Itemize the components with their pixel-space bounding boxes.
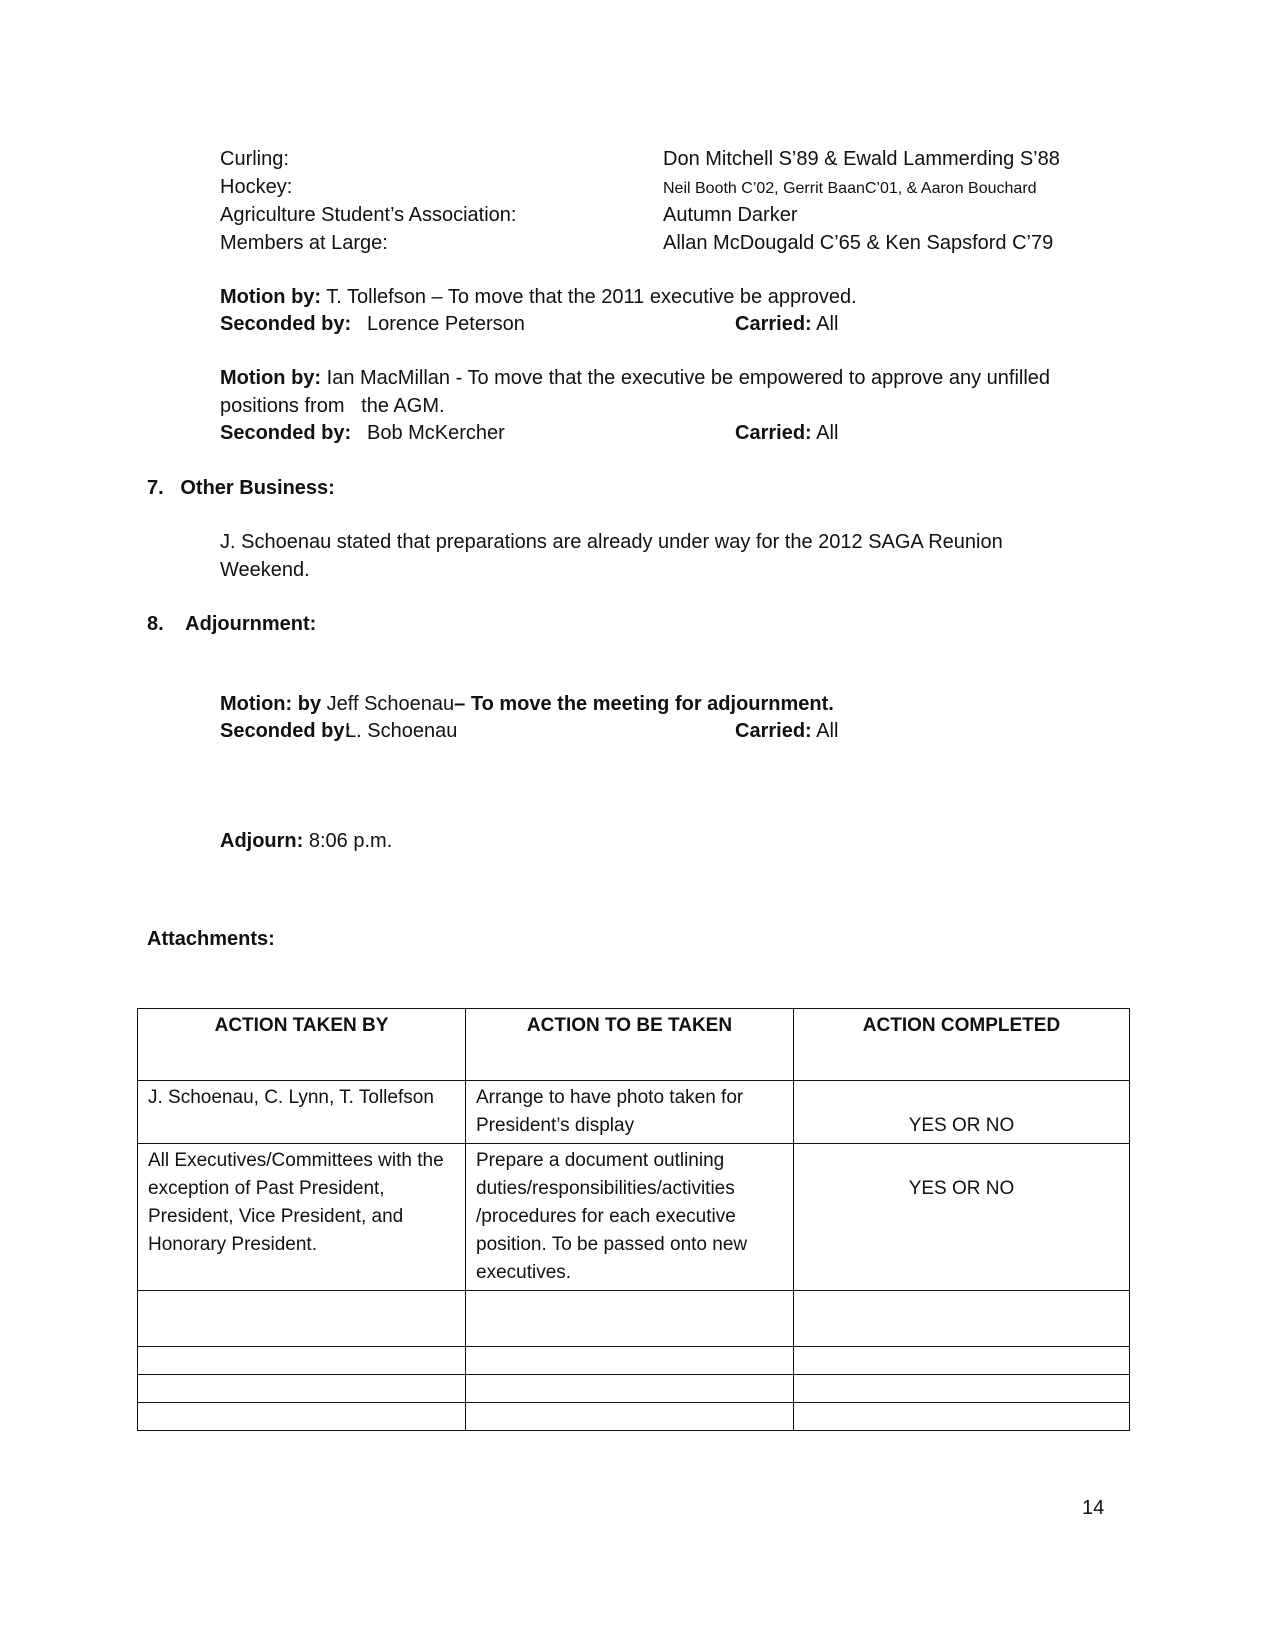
motion-2-carried [735,422,838,445]
motion-1-carried-value: All [816,313,839,335]
motion-3-seconded-label: Seconded by: [220,720,352,742]
motion-2-seconded-label: Seconded by: [220,422,352,444]
empty-cell [466,1291,794,1347]
section-7-heading: 7. Other Business: [147,477,335,499]
empty-cell [138,1291,466,1347]
motion-1-carried [735,313,838,336]
motion-2-text-line2: positions from the AGM. [220,395,445,417]
action-table [137,1008,1130,1431]
table-row-empty [138,1403,1130,1431]
motion-3-carried-label: Carried: [735,720,812,742]
header-action-completed: ACTION COMPLETED [794,1009,1130,1081]
table-row-empty [138,1375,1130,1403]
table-row [138,1144,1130,1291]
empty-cell [138,1347,466,1375]
role-label-curling: Curling: [220,148,289,170]
role-label-asa: Agriculture Student’s Association: [220,204,517,226]
table-row [138,1081,1130,1144]
motion-3-mover: Jeff Schoenau [321,693,455,715]
motion-1-label: Motion by: [220,286,322,308]
table-row-empty [138,1291,1130,1347]
motion-3-carried [735,720,838,743]
motion-2-carried-value: All [816,422,839,444]
header-action-taken-by: ACTION TAKEN BY [138,1009,466,1081]
adjourn-label: Adjourn: [220,830,304,852]
empty-cell [794,1291,1130,1347]
cell-taken-by: J. Schoenau, C. Lynn, T. Tollefson [138,1081,466,1144]
empty-cell [138,1403,466,1431]
attachments-heading: Attachments: [147,928,275,950]
cell-completed: YES OR NO [794,1081,1130,1144]
cell-completed: YES OR NO [794,1144,1130,1291]
adjourn-time: 8:06 p.m. [308,830,393,852]
motion-3-seconded: L. Schoenau [345,720,458,742]
role-value-asa: Autumn Darker [663,204,798,226]
section-7-line-1: J. Schoenau stated that preparations are already under way for the 2012 SAGA Reunion [220,531,1003,553]
empty-cell [794,1375,1130,1403]
role-value-hockey: Neil Booth C’02, Gerrit BaanC’01, & Aaron Bouchard [663,180,1037,197]
section-8-heading: 8. Adjournment: [147,613,317,635]
motion-3 [220,693,834,716]
motion-2 [220,367,1050,390]
role-label-members-at-large: Members at Large: [220,232,388,254]
motion-1-text: T. Tollefson – To move that the 2011 executive be approved. [326,286,857,308]
section-7-line-2: Weekend. [220,559,310,581]
table-header-row [138,1009,1130,1081]
cell-to-be-taken: Prepare a document outlining duties/responsibilities/activities /procedures for each executive position. To be passed onto new executives. [466,1144,794,1291]
motion-1 [220,286,857,309]
role-value-members-at-large: Allan McDougald C’65 & Ken Sapsford C’79 [663,232,1054,254]
adjourn [220,830,392,853]
empty-cell [466,1347,794,1375]
motion-1-carried-label: Carried: [735,313,812,335]
table-row-empty [138,1347,1130,1375]
motion-2-seconded: Bob McKercher [367,422,505,444]
page-number: 14 [1082,1497,1105,1519]
motion-1-seconded-label: Seconded by: [220,313,352,335]
cell-to-be-taken: Arrange to have photo taken for President’s display [466,1081,794,1144]
empty-cell [466,1375,794,1403]
role-value-curling: Don Mitchell S’89 & Ewald Lammerding S’88 [663,148,1060,170]
motion-2-text: Ian MacMillan - To move that the executive be empowered to approve any unfilled [326,367,1051,389]
motion-3-text: – To move the meeting for adjournment. [454,693,834,715]
cell-taken-by: All Executives/Committees with the exception of Past President, President, Vice President, and Honorary President. [138,1144,466,1291]
motion-1-seconded: Lorence Peterson [367,313,525,335]
motion-3-carried-value: All [816,720,839,742]
empty-cell [466,1403,794,1431]
motion-2-carried-label: Carried: [735,422,812,444]
motion-2-label: Motion by: [220,367,322,389]
empty-cell [138,1375,466,1403]
motion-3-label: Motion: by [220,693,322,715]
header-action-to-be-taken: ACTION TO BE TAKEN [466,1009,794,1081]
empty-cell [794,1347,1130,1375]
role-label-hockey: Hockey: [220,176,293,198]
empty-cell [794,1403,1130,1431]
